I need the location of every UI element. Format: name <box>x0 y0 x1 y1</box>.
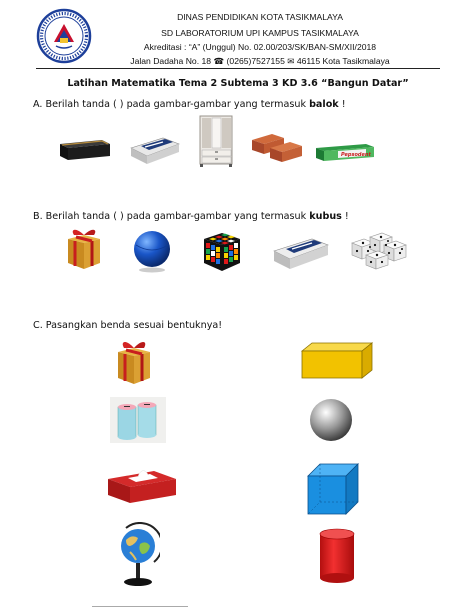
gift-box-icon[interactable] <box>62 225 106 271</box>
yellow-cuboid-icon[interactable] <box>300 342 374 380</box>
toothpaste-brand-text: Pepsodent <box>341 152 371 158</box>
worksheet-title: Latihan Matematika Tema 2 Subtema 3 KD 3.6 “Bangun Datar” <box>67 78 409 89</box>
wardrobe-icon[interactable] <box>198 114 234 168</box>
address-street: Jalan Dadaha No. 18 <box>130 56 212 66</box>
header-line-1: DINAS PENDIDIKAN KOTA TASIKMALAYA <box>177 12 343 22</box>
question-a-keyword: balok <box>309 99 339 110</box>
bricks-icon[interactable] <box>250 130 306 166</box>
question-b <box>33 211 349 222</box>
question-b-keyword: kubus <box>309 211 342 222</box>
tissue-box-icon[interactable] <box>104 465 180 505</box>
question-c: C. Pasangkan benda sesuai bentuknya! <box>33 320 223 331</box>
gray-sphere-icon[interactable] <box>308 397 354 443</box>
address-city: 46115 Kota Tasikmalaya <box>296 56 390 66</box>
eraser-icon[interactable] <box>127 132 181 166</box>
header-line-2: SD LABORATORIUM UPI KAMPUS TASIKMALAYA <box>161 28 359 38</box>
eraser-icon[interactable] <box>270 233 332 271</box>
red-cylinder-icon[interactable] <box>317 528 357 584</box>
piggy-bank-cans-icon[interactable] <box>110 397 166 443</box>
question-a <box>33 99 346 110</box>
header-line-3: Akreditasi : “A” (Unggul) No. 02.00/203/SK/BAN-SM/XII/2018 <box>143 42 377 52</box>
envelope-icon: ✉ <box>287 56 295 66</box>
dice-icon[interactable] <box>348 229 410 271</box>
blue-ball-icon[interactable] <box>132 229 172 273</box>
question-a-prefix: A. Berilah tanda ( ) pada gambar-gambar yang termasuk <box>33 99 306 110</box>
question-b-suffix: ! <box>341 211 349 222</box>
school-logo <box>36 8 92 64</box>
gift-box-icon[interactable] <box>112 336 156 386</box>
rubiks-cube-icon[interactable] <box>200 229 244 273</box>
black-box-icon[interactable] <box>58 136 112 162</box>
question-a-suffix: ! <box>338 99 346 110</box>
header-address <box>90 55 430 67</box>
toothpaste-box-icon[interactable] <box>314 140 376 164</box>
question-b-prefix: B. Berilah tanda ( ) pada gambar-gambar yang termasuk <box>33 211 307 222</box>
phone-number: (0265)7527155 <box>226 56 285 66</box>
phone-icon: ☎ <box>213 56 225 66</box>
globe-icon[interactable] <box>116 522 160 592</box>
footer-divider <box>92 606 188 607</box>
blue-cube-icon[interactable] <box>306 462 360 516</box>
header-divider <box>36 68 440 69</box>
